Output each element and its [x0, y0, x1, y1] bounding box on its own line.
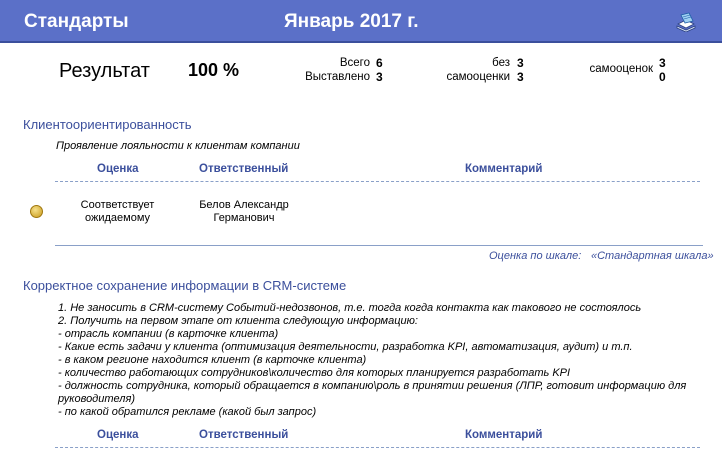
column-responsible: Ответственный [199, 163, 289, 175]
page-title: Стандарты [24, 11, 129, 32]
without-value-2: 3 [517, 70, 524, 84]
posted-label: Выставлено [305, 71, 370, 83]
self-value-2: 0 [659, 70, 666, 84]
column-comment-2: Комментарий [465, 429, 543, 441]
rating-cell [70, 199, 165, 225]
rating-line-2: ожидаемому [84, 212, 151, 224]
column-comment: Комментарий [465, 163, 543, 175]
description-line: - в каком регионе находится клиент (в карточке клиента) [58, 354, 367, 366]
column-rating-2: Оценка [97, 429, 139, 441]
total-label: Всего [339, 57, 370, 69]
posted-value: 3 [376, 70, 383, 84]
row-divider [55, 245, 703, 246]
description-line: 2. Получить на первом этапе от клиента следующую информацию: [58, 315, 418, 327]
rating-line-1: Соответствует [80, 199, 155, 211]
responsible-line-1: Белов Александр [199, 199, 289, 211]
check-circle-icon [30, 205, 43, 218]
without-value-1: 3 [517, 56, 524, 70]
section-description-list [58, 302, 698, 419]
section-title-crm: Корректное сохранение информации в CRM-системе [23, 278, 347, 293]
responsible-cell [188, 199, 300, 225]
result-label: Результат [59, 60, 150, 82]
book-icon[interactable] [675, 12, 697, 32]
table-header-divider [55, 181, 700, 182]
self-label: самооценок [589, 63, 653, 75]
description-line: - должность сотрудника, который обращается в компанию\роль в принятии решения (ЛПР, готовит информацию для [58, 380, 687, 392]
description-line: руководителя) [58, 393, 136, 405]
without-label-2: самооценки [446, 71, 510, 83]
section-description: Проявление лояльности к клиентам компании [56, 140, 300, 152]
column-responsible-2: Ответственный [199, 429, 289, 441]
without-label-1: без [492, 57, 510, 69]
scale-label: Оценка по шкале: [489, 250, 582, 262]
description-line: - по какой обратился рекламе (какой был запрос) [58, 406, 317, 418]
period-title: Январь 2017 г. [284, 11, 419, 32]
description-line: - количество работающих сотрудников\количество для которых планируется разработать KPI [58, 367, 571, 379]
self-value-1: 3 [659, 56, 666, 70]
description-line: 1. Не заносить в CRM-систему Событий-недозвонов, т.е. тогда когда контакта как такового не состоялось [58, 302, 642, 314]
responsible-line-2: Германович [213, 212, 275, 224]
table-header-divider-2 [55, 447, 700, 448]
result-value: 100 % [188, 60, 240, 80]
header-bar [0, 0, 722, 43]
description-line: - отрасль компании (в карточке клиента) [58, 328, 279, 340]
scale-link[interactable]: «Стандартная шкала» [591, 250, 714, 262]
description-line: - Какие есть задачи у клиента (оптимизация деятельности, разработка KPI, автоматизация, аудит) и т.п. [58, 341, 633, 353]
total-value: 6 [376, 56, 383, 70]
section-title-client-orientation: Клиентоориентированность [23, 117, 192, 132]
column-rating: Оценка [97, 163, 139, 175]
